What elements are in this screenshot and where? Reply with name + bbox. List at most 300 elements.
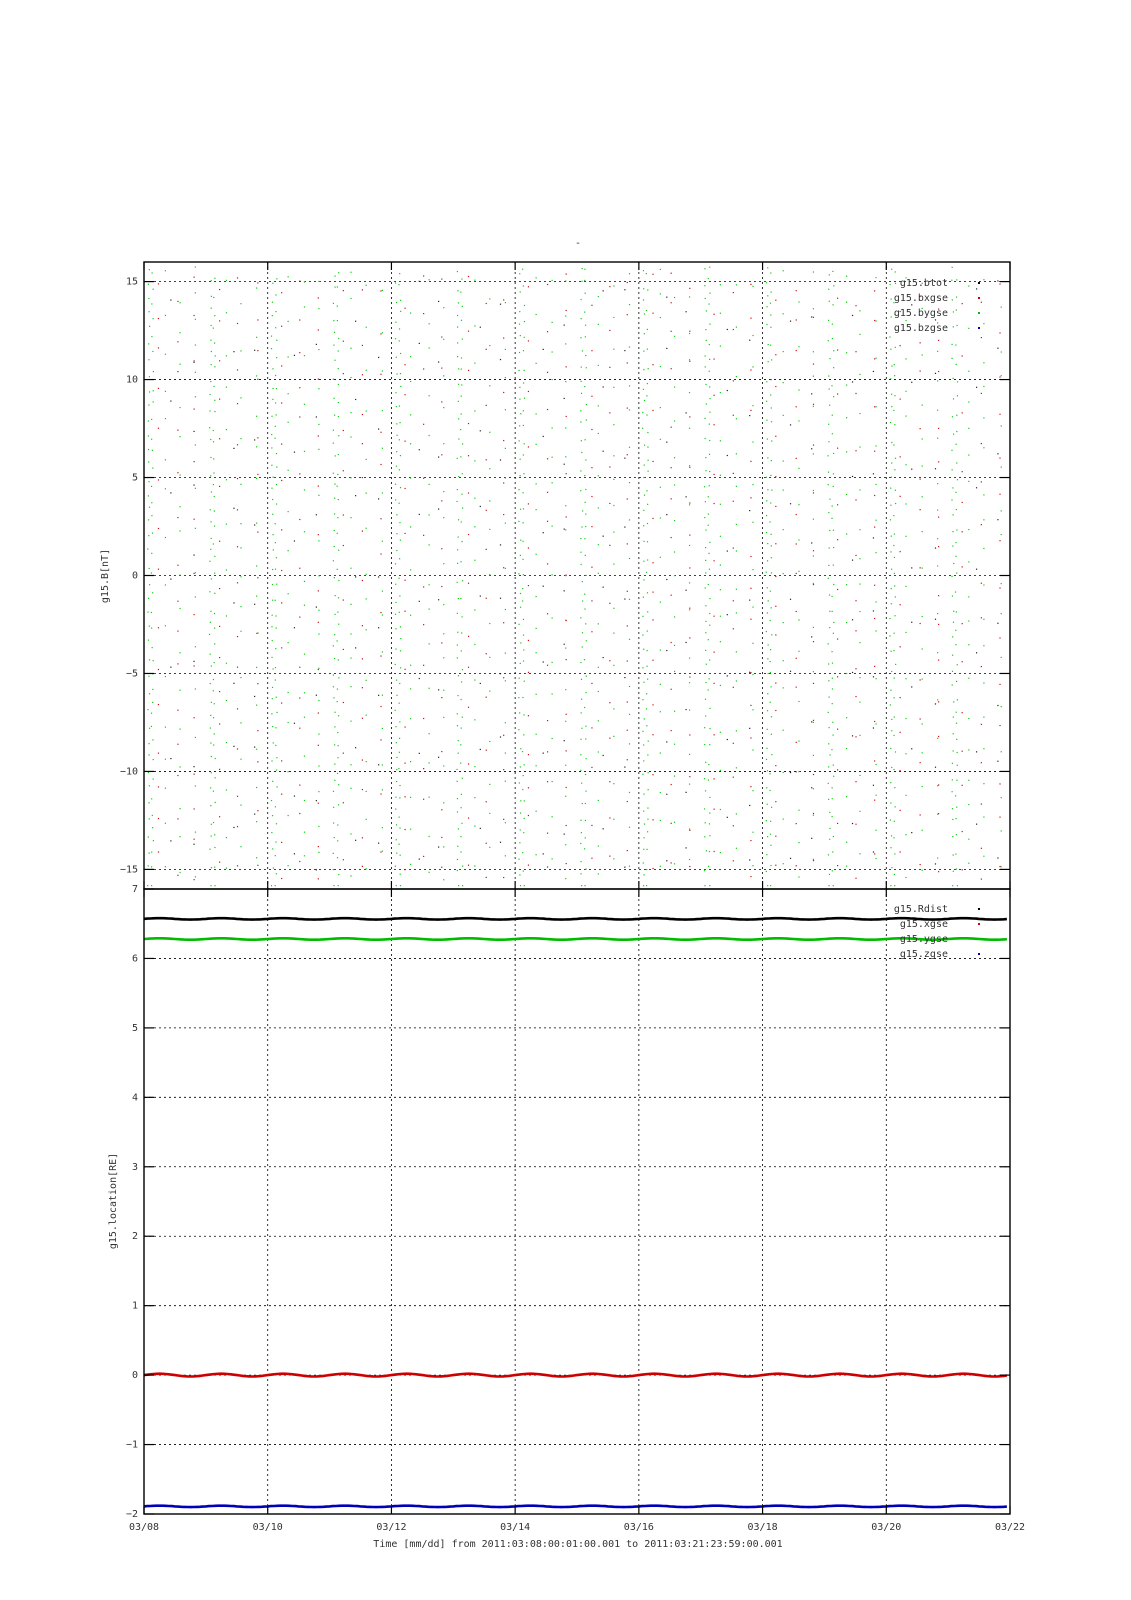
bygse-point xyxy=(752,607,753,608)
bygse-point xyxy=(214,525,215,526)
bygse-point xyxy=(705,790,706,791)
bygse-point xyxy=(240,846,241,847)
bxgse-point xyxy=(237,478,238,479)
btot-point xyxy=(935,767,936,768)
bygse-point xyxy=(338,435,339,436)
bygse-point xyxy=(334,415,335,416)
bxgse-point xyxy=(813,550,814,551)
bygse-point xyxy=(275,806,276,807)
btot-point xyxy=(419,601,420,602)
btot-point xyxy=(997,519,998,520)
btot-point xyxy=(603,451,604,452)
bygse-point xyxy=(334,332,335,333)
btot-point xyxy=(254,439,255,440)
bygse-point xyxy=(210,611,211,612)
bxgse-point xyxy=(343,341,344,342)
bygse-point xyxy=(642,428,643,429)
bygse-point xyxy=(952,684,953,685)
bygse-point xyxy=(709,678,710,679)
bygse-point xyxy=(952,763,953,764)
bygse-point xyxy=(148,598,149,599)
bygse-point xyxy=(213,484,214,485)
bygse-point xyxy=(149,659,150,660)
bxgse-point xyxy=(652,660,653,661)
bxgse-point xyxy=(362,658,363,659)
bygse-point xyxy=(565,844,566,845)
bygse-point xyxy=(647,289,648,290)
bygse-point xyxy=(720,732,721,733)
bygse-point xyxy=(288,642,289,643)
bygse-point xyxy=(580,538,581,539)
bxgse-point xyxy=(627,660,628,661)
bxgse-point xyxy=(796,514,797,515)
bygse-point xyxy=(768,644,769,645)
bygse-point xyxy=(519,712,520,713)
bygse-point xyxy=(180,574,181,575)
bygse-point xyxy=(165,727,166,728)
bxgse-point xyxy=(566,620,567,621)
bygse-point xyxy=(337,320,338,321)
bxgse-point xyxy=(177,744,178,745)
bygse-point xyxy=(647,447,648,448)
bygse-point xyxy=(318,734,319,735)
bygse-point xyxy=(276,340,277,341)
bygse-point xyxy=(277,786,278,787)
bygse-point xyxy=(152,450,153,451)
bygse-point xyxy=(338,402,339,403)
bygse-point xyxy=(875,795,876,796)
bygse-point xyxy=(271,626,272,627)
bygse-point xyxy=(152,351,153,352)
bygse-point xyxy=(643,299,644,300)
bygse-point xyxy=(956,296,957,297)
bxgse-point xyxy=(962,412,963,413)
bygse-point xyxy=(646,869,647,870)
bygse-point xyxy=(565,381,566,382)
bygse-point xyxy=(859,583,860,584)
bygse-point xyxy=(584,707,585,708)
btot-point xyxy=(355,647,356,648)
bygse-point xyxy=(955,853,956,854)
bygse-point xyxy=(890,488,891,489)
bygse-point xyxy=(832,271,833,272)
bxgse-point xyxy=(257,474,258,475)
bygse-point xyxy=(396,435,397,436)
bygse-point xyxy=(524,764,525,765)
bxgse-point xyxy=(362,531,363,532)
panel1-grid xyxy=(144,262,1010,889)
bxgse-point xyxy=(775,576,776,577)
btot-point xyxy=(438,757,439,758)
bxgse-point xyxy=(219,289,220,290)
bygse-point xyxy=(382,492,383,493)
bygse-point xyxy=(767,770,768,771)
bygse-point xyxy=(875,830,876,831)
bxgse-point xyxy=(547,409,548,410)
bygse-point xyxy=(396,533,397,534)
bygse-point xyxy=(337,474,338,475)
bxgse-point xyxy=(999,783,1000,784)
btot-point xyxy=(790,599,791,600)
bxgse-point xyxy=(318,622,319,623)
bygse-point xyxy=(643,597,644,598)
bygse-point xyxy=(271,713,272,714)
bxgse-point xyxy=(750,786,751,787)
bygse-point xyxy=(398,768,399,769)
bxgse-point xyxy=(362,374,363,375)
bygse-point xyxy=(832,816,833,817)
bygse-point xyxy=(598,405,599,406)
panel2-xtick-label-7: 03/22 xyxy=(994,1522,1026,1533)
bygse-point xyxy=(338,368,339,369)
bxgse-point xyxy=(193,461,194,462)
bygse-point xyxy=(859,611,860,612)
bygse-point xyxy=(458,418,459,419)
btot-point xyxy=(852,560,853,561)
bygse-point xyxy=(288,276,289,277)
bxgse-point xyxy=(343,470,344,471)
btot-point xyxy=(233,746,234,747)
bxgse-point xyxy=(874,853,875,854)
bygse-point xyxy=(709,293,710,294)
bygse-point xyxy=(333,560,334,561)
bygse-point xyxy=(276,503,277,504)
bygse-point xyxy=(580,739,581,740)
bygse-point xyxy=(957,664,958,665)
bxgse-point xyxy=(652,364,653,365)
bygse-point xyxy=(271,434,272,435)
bygse-point xyxy=(642,699,643,700)
bygse-point xyxy=(399,328,400,329)
bygse-point xyxy=(180,436,181,437)
bygse-point xyxy=(643,579,644,580)
btot-point xyxy=(233,602,234,603)
btot-point xyxy=(233,448,234,449)
bygse-point xyxy=(460,561,461,562)
btot-point xyxy=(685,590,686,591)
bxgse-point xyxy=(158,627,159,628)
btot-point xyxy=(543,753,544,754)
bxgse-point xyxy=(813,683,814,684)
bygse-point xyxy=(462,443,463,444)
bygse-point xyxy=(957,752,958,753)
bygse-point xyxy=(565,878,566,879)
bygse-point xyxy=(708,639,709,640)
bygse-point xyxy=(429,688,430,689)
bygse-point xyxy=(152,272,153,273)
btot-point xyxy=(997,623,998,624)
bygse-point xyxy=(318,852,319,853)
btot-point xyxy=(254,604,255,605)
btot-point xyxy=(500,842,501,843)
bygse-point xyxy=(983,645,984,646)
bxgse-point xyxy=(318,803,319,804)
bygse-point xyxy=(642,667,643,668)
bxgse-point xyxy=(837,448,838,449)
bygse-point xyxy=(552,858,553,859)
btot-point xyxy=(666,442,667,443)
btot-point xyxy=(624,867,625,868)
bxgse-point xyxy=(237,636,238,637)
bxgse-point xyxy=(404,580,405,581)
bxgse-point xyxy=(837,729,838,730)
bygse-point xyxy=(828,472,829,473)
bygse-point xyxy=(462,339,463,340)
bxgse-point xyxy=(920,814,921,815)
bxgse-point xyxy=(999,283,1000,284)
bygse-point xyxy=(642,731,643,732)
bygse-point xyxy=(813,406,814,407)
bygse-point xyxy=(350,633,351,634)
bygse-point xyxy=(643,811,644,812)
btot-point xyxy=(378,498,379,499)
bxgse-point xyxy=(528,503,529,504)
bygse-point xyxy=(629,273,630,274)
bygse-point xyxy=(968,718,969,719)
bygse-point xyxy=(952,595,953,596)
bygse-point xyxy=(598,691,599,692)
bygse-point xyxy=(783,863,784,864)
bxgse-point xyxy=(257,282,258,283)
bxgse-point xyxy=(920,718,921,719)
bygse-point xyxy=(875,601,876,602)
bygse-point xyxy=(613,455,614,456)
bygse-point xyxy=(894,533,895,534)
bxgse-point xyxy=(281,570,282,571)
btot-point xyxy=(438,301,439,302)
bxgse-point xyxy=(299,319,300,320)
bygse-point xyxy=(891,867,892,868)
bxgse-point xyxy=(257,865,258,866)
bygse-point xyxy=(736,524,737,525)
bygse-point xyxy=(318,634,319,635)
bygse-point xyxy=(271,885,272,886)
bxgse-point xyxy=(713,474,714,475)
bygse-point xyxy=(890,505,891,506)
bygse-point xyxy=(288,511,289,512)
bygse-point xyxy=(689,333,690,334)
bygse-point xyxy=(209,410,210,411)
bygse-point xyxy=(460,429,461,430)
bygse-point xyxy=(833,565,834,566)
bxgse-point xyxy=(652,819,653,820)
bygse-point xyxy=(613,424,614,425)
bygse-point xyxy=(474,410,475,411)
bygse-point xyxy=(895,490,896,491)
bygse-point xyxy=(798,504,799,505)
bygse-point xyxy=(396,406,397,407)
btot-point xyxy=(811,721,812,722)
bygse-point xyxy=(334,360,335,361)
bygse-point xyxy=(660,866,661,867)
bygse-point xyxy=(226,700,227,701)
bygse-point xyxy=(165,537,166,538)
bygse-point xyxy=(586,676,587,677)
btot-point xyxy=(543,853,544,854)
bygse-point xyxy=(643,561,644,562)
bxgse-point xyxy=(528,865,529,866)
bygse-point xyxy=(647,754,648,755)
bxgse-point xyxy=(193,360,194,361)
bxgse-point xyxy=(219,657,220,658)
bygse-point xyxy=(151,572,152,573)
bygse-point xyxy=(846,384,847,385)
btot-point xyxy=(564,398,565,399)
bygse-point xyxy=(584,885,585,886)
bygse-point xyxy=(399,595,400,596)
bxgse-point xyxy=(404,611,405,612)
bxgse-point xyxy=(566,750,567,751)
bxgse-point xyxy=(486,653,487,654)
panel2-xtick-label-5: 03/18 xyxy=(747,1522,778,1533)
bxgse-point xyxy=(796,290,797,291)
bxgse-point xyxy=(750,556,751,557)
bxgse-point xyxy=(441,336,442,337)
bygse-point xyxy=(395,499,396,500)
bygse-point xyxy=(148,640,149,641)
bygse-point xyxy=(213,717,214,718)
bxgse-point xyxy=(981,878,982,879)
bxgse-point xyxy=(219,360,220,361)
bygse-point xyxy=(767,295,768,296)
btot-point xyxy=(624,458,625,459)
bxgse-point xyxy=(900,810,901,811)
btot-point xyxy=(438,846,439,847)
bxgse-point xyxy=(713,560,714,561)
bygse-point xyxy=(644,495,645,496)
bygse-point xyxy=(210,787,211,788)
bxgse-point xyxy=(874,800,875,801)
bxgse-point xyxy=(299,785,300,786)
bygse-point xyxy=(783,730,784,731)
bygse-point xyxy=(338,677,339,678)
bygse-point xyxy=(148,359,149,360)
bygse-point xyxy=(629,639,630,640)
btot-point xyxy=(624,598,625,599)
btot-point xyxy=(355,576,356,577)
btot-point xyxy=(911,567,912,568)
bxgse-point xyxy=(441,401,442,402)
panel1-data xyxy=(147,266,1002,886)
bygse-point xyxy=(458,368,459,369)
bygse-point xyxy=(318,281,319,282)
bygse-point xyxy=(474,766,475,767)
bygse-point xyxy=(149,785,150,786)
bygse-point xyxy=(770,394,771,395)
bygse-point xyxy=(461,320,462,321)
bygse-point xyxy=(647,819,648,820)
bygse-point xyxy=(922,786,923,787)
bxgse-point xyxy=(547,521,548,522)
bygse-point xyxy=(337,286,338,287)
btot-point xyxy=(685,311,686,312)
bygse-point xyxy=(462,473,463,474)
bxgse-point xyxy=(813,720,814,721)
bygse-point xyxy=(214,278,215,279)
bxgse-point xyxy=(813,641,814,642)
bygse-point xyxy=(366,791,367,792)
bxgse-point xyxy=(404,869,405,870)
bxgse-point xyxy=(380,464,381,465)
bygse-point xyxy=(771,407,772,408)
bygse-point xyxy=(646,572,647,573)
bygse-point xyxy=(337,569,338,570)
panel1-legend xyxy=(894,278,980,334)
bygse-point xyxy=(689,828,690,829)
bxgse-point xyxy=(423,586,424,587)
bygse-point xyxy=(195,785,196,786)
bxgse-point xyxy=(299,667,300,668)
bygse-point xyxy=(149,818,150,819)
panel2-ytick-label-8: −1 xyxy=(125,1439,138,1451)
bygse-point xyxy=(337,732,338,733)
btot-point xyxy=(873,727,874,728)
bygse-point xyxy=(395,649,396,650)
bygse-point xyxy=(518,521,519,522)
bxgse-point xyxy=(837,393,838,394)
bxgse-point xyxy=(257,437,258,438)
btot-point xyxy=(997,453,998,454)
bxgse-point xyxy=(609,286,610,287)
bygse-point xyxy=(586,404,587,405)
bygse-point xyxy=(338,885,339,886)
bygse-point xyxy=(338,384,339,385)
bygse-point xyxy=(660,439,661,440)
bxgse-point xyxy=(750,876,751,877)
bygse-point xyxy=(647,383,648,384)
bygse-point xyxy=(195,737,196,738)
bygse-point xyxy=(829,828,830,829)
bygse-point xyxy=(968,804,969,805)
bygse-point xyxy=(211,824,212,825)
bygse-point xyxy=(382,827,383,828)
bygse-point xyxy=(522,559,523,560)
bygse-point xyxy=(580,470,581,471)
bygse-point xyxy=(304,605,305,606)
bygse-point xyxy=(457,695,458,696)
bxgse-point xyxy=(343,430,344,431)
btot-point xyxy=(624,289,625,290)
bygse-point xyxy=(767,489,768,490)
bygse-point xyxy=(709,797,710,798)
bygse-point xyxy=(565,796,566,797)
bygse-point xyxy=(709,267,710,268)
bygse-point xyxy=(410,526,411,527)
bygse-point xyxy=(766,282,767,283)
bygse-point xyxy=(709,744,710,745)
bygse-point xyxy=(395,809,396,810)
bygse-point xyxy=(709,625,710,626)
bygse-point xyxy=(895,751,896,752)
bygse-point xyxy=(766,401,767,402)
btot-point xyxy=(419,753,420,754)
bygse-point xyxy=(846,584,847,585)
bygse-point xyxy=(226,789,227,790)
bxgse-point xyxy=(158,851,159,852)
bygse-point xyxy=(983,682,984,683)
bygse-point xyxy=(647,329,648,330)
btot-point xyxy=(666,348,667,349)
btot-point xyxy=(911,686,912,687)
bygse-point xyxy=(505,752,506,753)
bxgse-point xyxy=(874,406,875,407)
bxgse-point xyxy=(855,668,856,669)
bygse-point xyxy=(875,358,876,359)
bxgse-point xyxy=(938,340,939,341)
bygse-point xyxy=(350,764,351,765)
bygse-point xyxy=(226,663,227,664)
bygse-point xyxy=(400,487,401,488)
